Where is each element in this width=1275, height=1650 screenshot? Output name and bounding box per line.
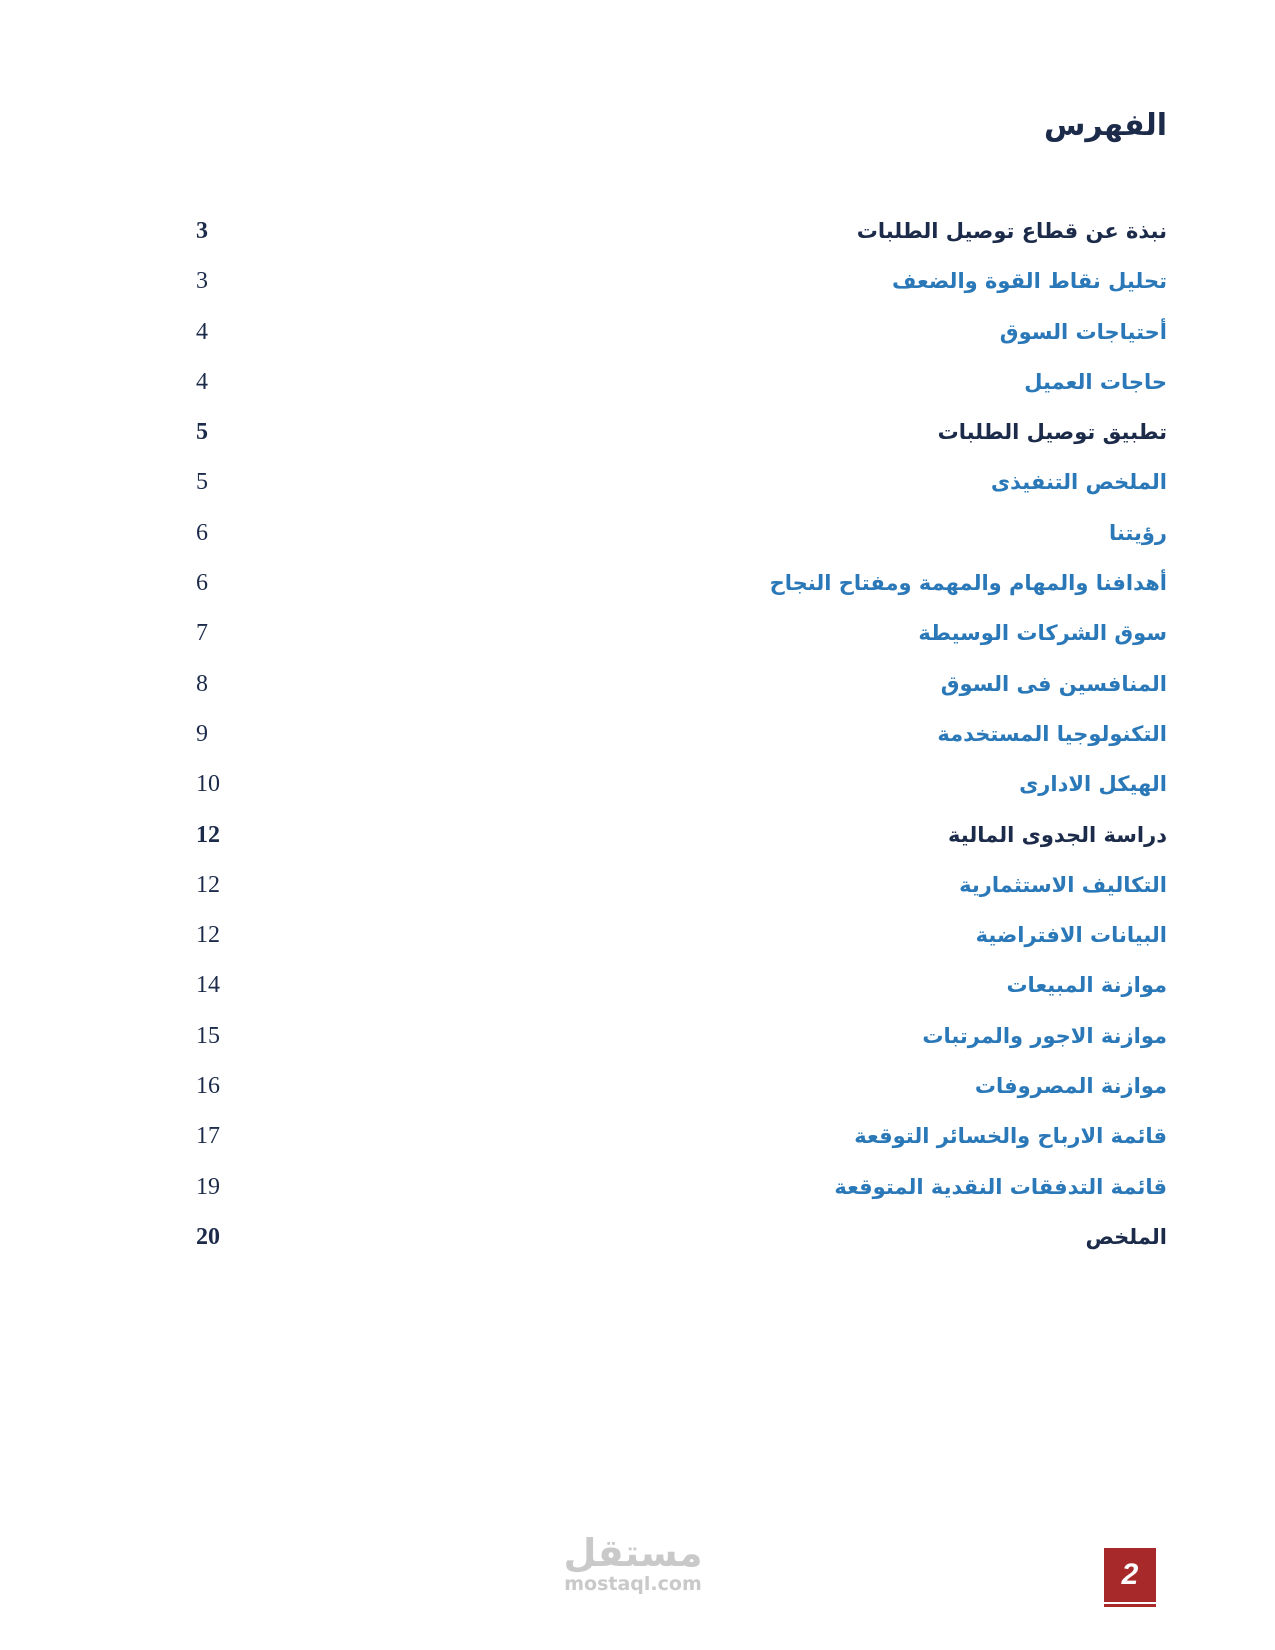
toc-entry-title: تطبيق توصيل الطلبات <box>937 420 1167 445</box>
toc-entry[interactable] <box>0 919 1275 969</box>
toc-entry-page-number: 10 <box>196 771 220 798</box>
toc-entry[interactable] <box>0 265 1275 315</box>
toc-entry-page-number: 16 <box>196 1073 220 1100</box>
page-number-underline <box>1104 1604 1156 1607</box>
toc-entry[interactable] <box>0 768 1275 818</box>
watermark-logo <box>548 1533 718 1595</box>
toc-entry-title: المنافسين فى السوق <box>940 671 1167 696</box>
toc-entry-title: أهدافنا والمهام والمهمة ومفتاح النجاح <box>769 571 1167 596</box>
toc-entry-title: قائمة التدفقات النقدية المتوقعة <box>834 1174 1167 1199</box>
toc-entry-title: أحتياجات السوق <box>999 319 1167 344</box>
toc-entry-page-number: 19 <box>196 1173 220 1200</box>
toc-entry-title: موازنة المبيعات <box>1006 973 1167 998</box>
toc-entry-page-number: 3 <box>196 218 208 244</box>
toc-entry-title: دراسة الجدوى المالية <box>948 822 1167 847</box>
table-of-contents <box>0 215 1275 1271</box>
toc-entry[interactable] <box>0 1020 1275 1070</box>
toc-entry-page-number: 17 <box>196 1123 220 1150</box>
toc-entry-page-number: 15 <box>196 1022 220 1049</box>
toc-entry-page-number: 12 <box>196 922 220 949</box>
page-title: الفهرس <box>1043 108 1167 143</box>
toc-entry-page-number: 9 <box>196 720 208 747</box>
toc-entry[interactable] <box>0 517 1275 567</box>
toc-entry-title: التكنولوجيا المستخدمة <box>937 721 1167 746</box>
toc-entry-page-number: 7 <box>196 620 208 647</box>
toc-entry-page-number: 14 <box>196 972 220 999</box>
toc-entry[interactable] <box>0 416 1275 466</box>
toc-entry[interactable] <box>0 718 1275 768</box>
toc-entry[interactable] <box>0 819 1275 869</box>
toc-entry-page-number: 8 <box>196 670 208 697</box>
toc-entry[interactable] <box>0 1070 1275 1120</box>
toc-entry-title: موازنة المصروفات <box>974 1074 1167 1099</box>
toc-entry-title: تحليل نقاط القوة والضعف <box>892 269 1167 294</box>
toc-entry[interactable] <box>0 1120 1275 1170</box>
toc-entry-page-number: 5 <box>196 469 208 496</box>
toc-entry-title: الملخص التنفيذى <box>990 470 1167 495</box>
toc-entry[interactable] <box>0 466 1275 516</box>
toc-entry[interactable] <box>0 1221 1275 1271</box>
toc-entry[interactable] <box>0 869 1275 919</box>
toc-entry-title: رؤيتنا <box>1108 520 1167 545</box>
toc-entry-page-number: 5 <box>196 419 208 446</box>
page-number-badge: 2 <box>1104 1548 1156 1602</box>
toc-entry-title: الهيكل الادارى <box>1019 772 1167 797</box>
toc-entry[interactable] <box>0 567 1275 617</box>
toc-entry-title: حاجات العميل <box>1024 369 1167 394</box>
toc-entry-page-number: 4 <box>196 368 208 395</box>
toc-entry[interactable] <box>0 617 1275 667</box>
toc-entry-page-number: 12 <box>196 821 220 848</box>
toc-entry-page-number: 20 <box>196 1223 220 1250</box>
toc-entry-title: قائمة الارباح والخسائر التوقعة <box>854 1124 1167 1149</box>
toc-entry-title: البيانات الافتراضية <box>975 923 1167 948</box>
watermark-latin-text: mostaql.com <box>564 1573 702 1595</box>
toc-entry-page-number: 4 <box>196 318 208 345</box>
toc-entry-title: سوق الشركات الوسيطة <box>918 621 1167 646</box>
toc-entry-page-number: 6 <box>196 519 208 546</box>
toc-entry-title: الملخص <box>1085 1224 1167 1249</box>
toc-entry[interactable] <box>0 366 1275 416</box>
toc-entry[interactable] <box>0 316 1275 366</box>
toc-entry[interactable] <box>0 668 1275 718</box>
toc-entry-page-number: 12 <box>196 871 220 898</box>
toc-entry-title: التكاليف الاستثمارية <box>959 872 1167 897</box>
toc-entry-page-number: 3 <box>196 268 208 295</box>
watermark-arabic-text: مستقل <box>563 1531 703 1575</box>
toc-entry[interactable] <box>0 215 1275 265</box>
toc-entry-page-number: 6 <box>196 570 208 597</box>
toc-entry[interactable] <box>0 1171 1275 1221</box>
toc-entry[interactable] <box>0 969 1275 1019</box>
toc-entry-title: موازنة الاجور والمرتبات <box>922 1023 1167 1048</box>
toc-entry-title: نبذة عن قطاع توصيل الطلبات <box>856 219 1167 243</box>
